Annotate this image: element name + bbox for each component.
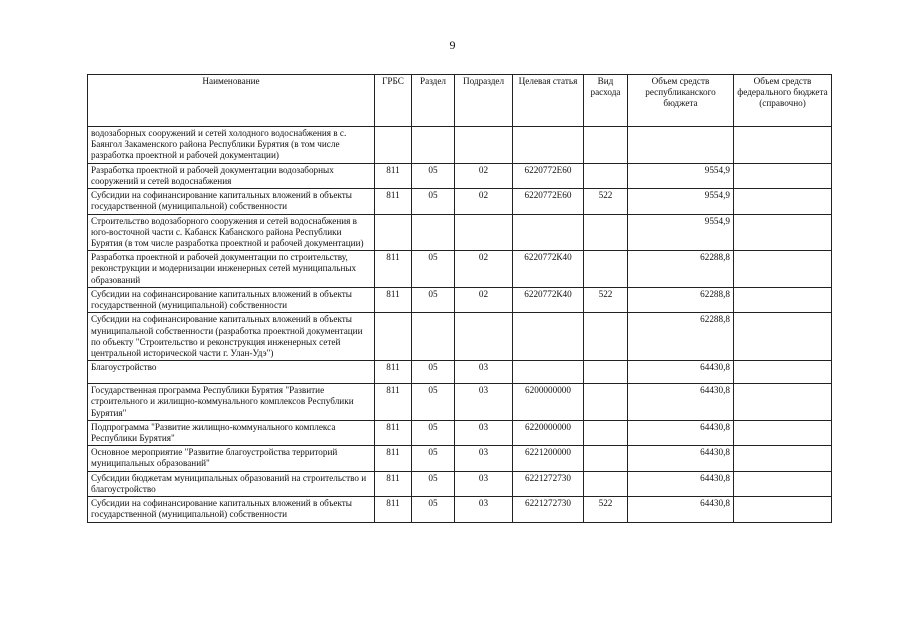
cell-podrazdel: 03	[455, 361, 513, 384]
cell-razdel: 05	[412, 361, 455, 384]
cell-podrazdel: 03	[455, 384, 513, 421]
cell-name: Субсидии на софинансирование капитальных вложений в объекты муниципальной собственности (разработка проектной документации по объекту "Строительство и реконструкция инженерных сетей центральной исторической части г. Улан-Удэ")	[88, 313, 375, 361]
table-row	[88, 287, 832, 312]
cell-expense-type	[584, 361, 628, 384]
cell-target-article: 6221272730	[513, 471, 584, 496]
cell-federal-budget	[734, 361, 832, 384]
cell-expense-type	[584, 420, 628, 445]
cell-name: Благоустройство	[88, 361, 375, 384]
cell-name: водозаборных сооружений и сетей холодного водоснабжения в с. Баянгол Закаменского района Республики Бурятия (в том числе разработка проектной и рабочей документации)	[88, 127, 375, 164]
cell-grbs	[375, 214, 412, 251]
cell-name: Субсидии на софинансирование капитальных вложений в объекты государственной (муниципальной) собственности	[88, 189, 375, 214]
cell-podrazdel: 03	[455, 471, 513, 496]
cell-republican-budget: 64430,8	[628, 497, 734, 522]
cell-name: Разработка проектной и рабочей документации по строительству, реконструкции и модернизации инженерных сетей муниципальных образований	[88, 251, 375, 288]
cell-federal-budget	[734, 287, 832, 312]
table-row	[88, 384, 832, 421]
table-row	[88, 163, 832, 188]
cell-federal-budget	[734, 214, 832, 251]
cell-grbs: 811	[375, 361, 412, 384]
cell-grbs: 811	[375, 163, 412, 188]
cell-republican-budget: 9554,9	[628, 163, 734, 188]
cell-grbs: 811	[375, 189, 412, 214]
cell-republican-budget: 9554,9	[628, 214, 734, 251]
table-row	[88, 214, 832, 251]
cell-name: Строительство водозаборного сооружения и сетей водоснабжения в юго-восточной части с. Кабанск Кабанского района Республики Бурятия (в том числе разработка проектной и рабочей документации)	[88, 214, 375, 251]
table-row	[88, 420, 832, 445]
table-header-row	[88, 75, 832, 127]
cell-grbs: 811	[375, 497, 412, 522]
cell-podrazdel: 02	[455, 163, 513, 188]
cell-expense-type	[584, 251, 628, 288]
cell-podrazdel: 02	[455, 287, 513, 312]
cell-podrazdel: 03	[455, 446, 513, 471]
cell-federal-budget	[734, 384, 832, 421]
cell-grbs: 811	[375, 471, 412, 496]
cell-expense-type: 522	[584, 287, 628, 312]
cell-republican-budget: 9554,9	[628, 189, 734, 214]
cell-razdel: 05	[412, 497, 455, 522]
cell-republican-budget: 62288,8	[628, 251, 734, 288]
table-row	[88, 471, 832, 496]
cell-name: Разработка проектной и рабочей документации водозаборных сооружений и сетей водоснабжения	[88, 163, 375, 188]
cell-target-article: 6221200000	[513, 446, 584, 471]
cell-grbs	[375, 127, 412, 164]
cell-republican-budget: 64430,8	[628, 361, 734, 384]
header-razdel: Раздел	[412, 75, 455, 127]
cell-expense-type	[584, 384, 628, 421]
cell-expense-type	[584, 127, 628, 164]
header-podrazdel: Подраздел	[455, 75, 513, 127]
cell-podrazdel: 02	[455, 251, 513, 288]
cell-federal-budget	[734, 163, 832, 188]
cell-podrazdel	[455, 214, 513, 251]
cell-podrazdel	[455, 313, 513, 361]
cell-federal-budget	[734, 127, 832, 164]
header-grbs: ГРБС	[375, 75, 412, 127]
cell-name: Субсидии на софинансирование капитальных вложений в объекты государственной (муниципальной) собственности	[88, 287, 375, 312]
table-row	[88, 313, 832, 361]
cell-target-article	[513, 127, 584, 164]
cell-expense-type	[584, 163, 628, 188]
cell-expense-type: 522	[584, 189, 628, 214]
cell-federal-budget	[734, 497, 832, 522]
cell-target-article: 6220772К40	[513, 287, 584, 312]
cell-razdel: 05	[412, 189, 455, 214]
cell-target-article: 6221272730	[513, 497, 584, 522]
header-name: Наименование	[88, 75, 375, 127]
cell-republican-budget	[628, 127, 734, 164]
cell-target-article: 6220772К40	[513, 251, 584, 288]
cell-target-article: 6220000000	[513, 420, 584, 445]
cell-target-article	[513, 313, 584, 361]
table-row	[88, 189, 832, 214]
cell-razdel: 05	[412, 384, 455, 421]
header-republican-budget: Объем средств республиканского бюджета	[628, 75, 734, 127]
cell-razdel	[412, 313, 455, 361]
cell-federal-budget	[734, 471, 832, 496]
cell-grbs: 811	[375, 251, 412, 288]
cell-expense-type	[584, 214, 628, 251]
cell-republican-budget: 64430,8	[628, 420, 734, 445]
cell-podrazdel: 03	[455, 420, 513, 445]
cell-podrazdel	[455, 127, 513, 164]
cell-target-article: 6220772Е60	[513, 189, 584, 214]
cell-expense-type: 522	[584, 497, 628, 522]
cell-razdel	[412, 214, 455, 251]
cell-name: Государственная программа Республики Бурятия "Развитие строительного и жилищно-коммунального комплексов Республики Бурятия"	[88, 384, 375, 421]
cell-republican-budget: 62288,8	[628, 287, 734, 312]
cell-podrazdel: 03	[455, 497, 513, 522]
cell-grbs	[375, 313, 412, 361]
cell-razdel: 05	[412, 251, 455, 288]
cell-republican-budget: 64430,8	[628, 471, 734, 496]
budget-table	[87, 74, 832, 523]
cell-target-article	[513, 361, 584, 384]
page-number: 9	[449, 38, 456, 52]
cell-razdel: 05	[412, 163, 455, 188]
cell-republican-budget: 62288,8	[628, 313, 734, 361]
cell-federal-budget	[734, 446, 832, 471]
table-row	[88, 361, 832, 384]
header-federal-budget: Объем средств федерального бюджета (справочно)	[734, 75, 832, 127]
cell-grbs: 811	[375, 420, 412, 445]
table-row	[88, 497, 832, 522]
cell-target-article: 6220772Е60	[513, 163, 584, 188]
cell-federal-budget	[734, 420, 832, 445]
cell-grbs: 811	[375, 287, 412, 312]
cell-razdel: 05	[412, 287, 455, 312]
cell-federal-budget	[734, 313, 832, 361]
cell-grbs: 811	[375, 446, 412, 471]
header-expense-type: Вид расхода	[584, 75, 628, 127]
cell-expense-type	[584, 471, 628, 496]
cell-expense-type	[584, 313, 628, 361]
cell-grbs: 811	[375, 384, 412, 421]
cell-razdel: 05	[412, 420, 455, 445]
cell-target-article	[513, 214, 584, 251]
header-target-article: Целевая статья	[513, 75, 584, 127]
table-row	[88, 251, 832, 288]
cell-target-article: 6200000000	[513, 384, 584, 421]
table-row	[88, 446, 832, 471]
cell-federal-budget	[734, 189, 832, 214]
cell-expense-type	[584, 446, 628, 471]
table-row	[88, 127, 832, 164]
cell-razdel: 05	[412, 446, 455, 471]
cell-federal-budget	[734, 251, 832, 288]
cell-razdel	[412, 127, 455, 164]
cell-name: Субсидии на софинансирование капитальных вложений в объекты государственной (муниципальной) собственности	[88, 497, 375, 522]
cell-republican-budget: 64430,8	[628, 446, 734, 471]
cell-name: Субсидии бюджетам муниципальных образований на строительство и благоустройство	[88, 471, 375, 496]
cell-razdel: 05	[412, 471, 455, 496]
cell-name: Основное мероприятие "Развитие благоустройства территорий муниципальных образований"	[88, 446, 375, 471]
cell-republican-budget: 64430,8	[628, 384, 734, 421]
cell-name: Подпрограмма "Развитие жилищно-коммунального комплекса Республики Бурятия"	[88, 420, 375, 445]
cell-podrazdel: 02	[455, 189, 513, 214]
